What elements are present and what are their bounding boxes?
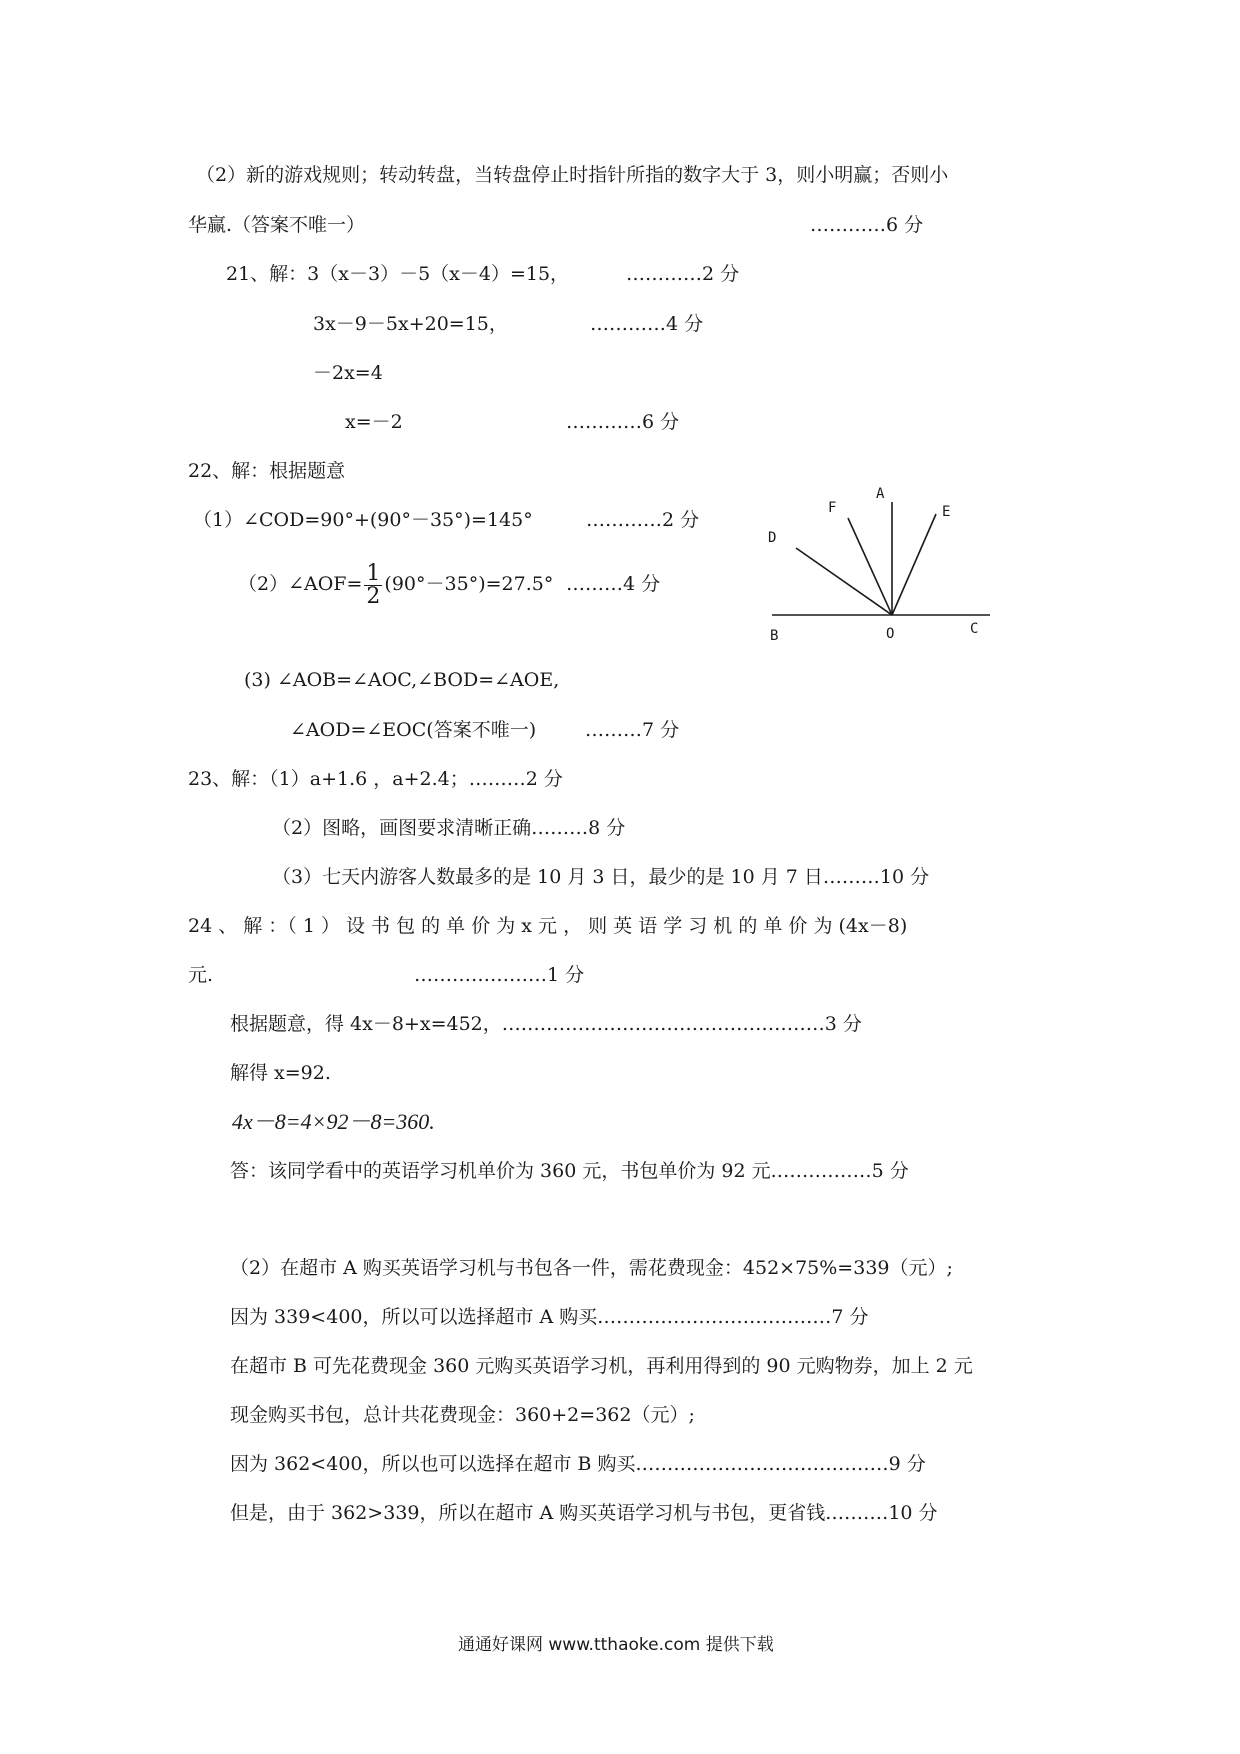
q22-part2	[238, 556, 553, 612]
label-e: E	[942, 504, 951, 520]
fraction-denominator: 2	[366, 583, 381, 609]
q23-part2: （2）图略，画图要求清晰正确………8 分	[272, 817, 626, 839]
q21-step1: 21、解：3（x－3）－5（x－4）=15，	[226, 263, 570, 285]
q24-check: 4x－8=4×92－8=360.	[232, 1109, 435, 1134]
fraction-numerator: 1	[366, 560, 381, 586]
label-o: O	[886, 626, 895, 642]
q24-part2-line6: 但是，由于 362>339，所以在超市 A 购买英语学习机与书包，更省钱.………10 分	[230, 1502, 938, 1524]
q22-part3-score: ………7 分	[585, 719, 680, 741]
q22-part1-score: …………2 分	[586, 509, 700, 531]
q20-part2-line2: 华赢.（答案不唯一）	[188, 214, 366, 236]
label-f: F	[828, 500, 837, 516]
label-d: D	[768, 530, 777, 546]
label-b: B	[770, 628, 779, 644]
q20-part2-line1: （2）新的游戏规则；转动转盘，当转盘停止时指针所指的数字大于 3，则小明赢；否则小	[196, 164, 949, 186]
q24-part2-line2: 因为 339<400，所以可以选择超市 A 购买.………………………………7 分	[230, 1306, 869, 1328]
q21-step3: －2x=4	[313, 362, 383, 384]
q24-part2-line5: 因为 362<400，所以也可以选择在超市 B 购买.…………………………………9 分	[230, 1453, 926, 1475]
fraction-one-half	[364, 560, 382, 609]
q24-solution: 解得 x=92.	[230, 1062, 331, 1084]
page-footer: 通通好课网 www.tthaoke.com 提供下载	[458, 1635, 774, 1655]
q24-part2-line3: 在超市 B 可先花费现金 360 元购买英语学习机，再利用得到的 90 元购物券，加上 2 元	[230, 1355, 973, 1377]
q21-step1-score: …………2 分	[626, 263, 740, 285]
q24-answer: 答：该同学看中的英语学习机单价为 360 元，书包单价为 92 元.……………5 分	[230, 1160, 909, 1182]
q24-part1-score: …………………1 分	[414, 964, 585, 986]
q22-heading: 22、解：根据题意	[188, 460, 346, 482]
q23-part3: （3）七天内游客人数最多的是 10 月 3 日，最少的是 10 月 7 日………10 分	[272, 866, 930, 888]
q24-part2-line4: 现金购买书包，总计共花费现金：360+2=362（元）;	[230, 1404, 695, 1426]
q22-part1: （1）∠COD=90°+(90°－35°)=145°	[193, 509, 533, 531]
q22-part2-suffix: (90°－35°)=27.5°	[384, 573, 554, 595]
ray-oe	[892, 514, 936, 615]
label-c: C	[970, 621, 979, 637]
q21-step2: 3x－9－5x+20=15，	[313, 313, 508, 335]
q24-part1-line1: 24 、 解 ：（ 1 ） 设 书 包 的 单 价 为 x 元 ， 则 英 语 学 习 机 的 单 价 为 (4x－8)	[188, 915, 908, 937]
q24-part2-line1: （2）在超市 A 购买英语学习机与书包各一件，需花费现金：452×75%=339（元）;	[230, 1257, 953, 1279]
q22-part2-score: ………4 分	[566, 573, 661, 595]
q24-part1-line2: 元.	[188, 964, 214, 986]
q24-equation: 根据题意，得 4x－8+x=452，……………………………………………3 分	[230, 1013, 862, 1035]
label-a: A	[876, 486, 885, 502]
q22-part3-line2: ∠AOD=∠EOC(答案不唯一)	[290, 719, 537, 741]
angle-diagram	[760, 480, 1000, 650]
q22-part2-prefix: （2）∠AOF=	[238, 573, 363, 595]
q21-step4: x=－2	[345, 411, 403, 433]
q23-part1: 23、解：（1）a+1.6 ，a+2.4；………2 分	[188, 768, 563, 790]
q20-score: …………6 分	[810, 214, 924, 236]
q21-step2-score: …………4 分	[590, 313, 704, 335]
q21-step4-score: …………6 分	[566, 411, 680, 433]
q22-part3-line1: (3) ∠AOB=∠AOC,∠BOD=∠AOE,	[244, 669, 560, 691]
